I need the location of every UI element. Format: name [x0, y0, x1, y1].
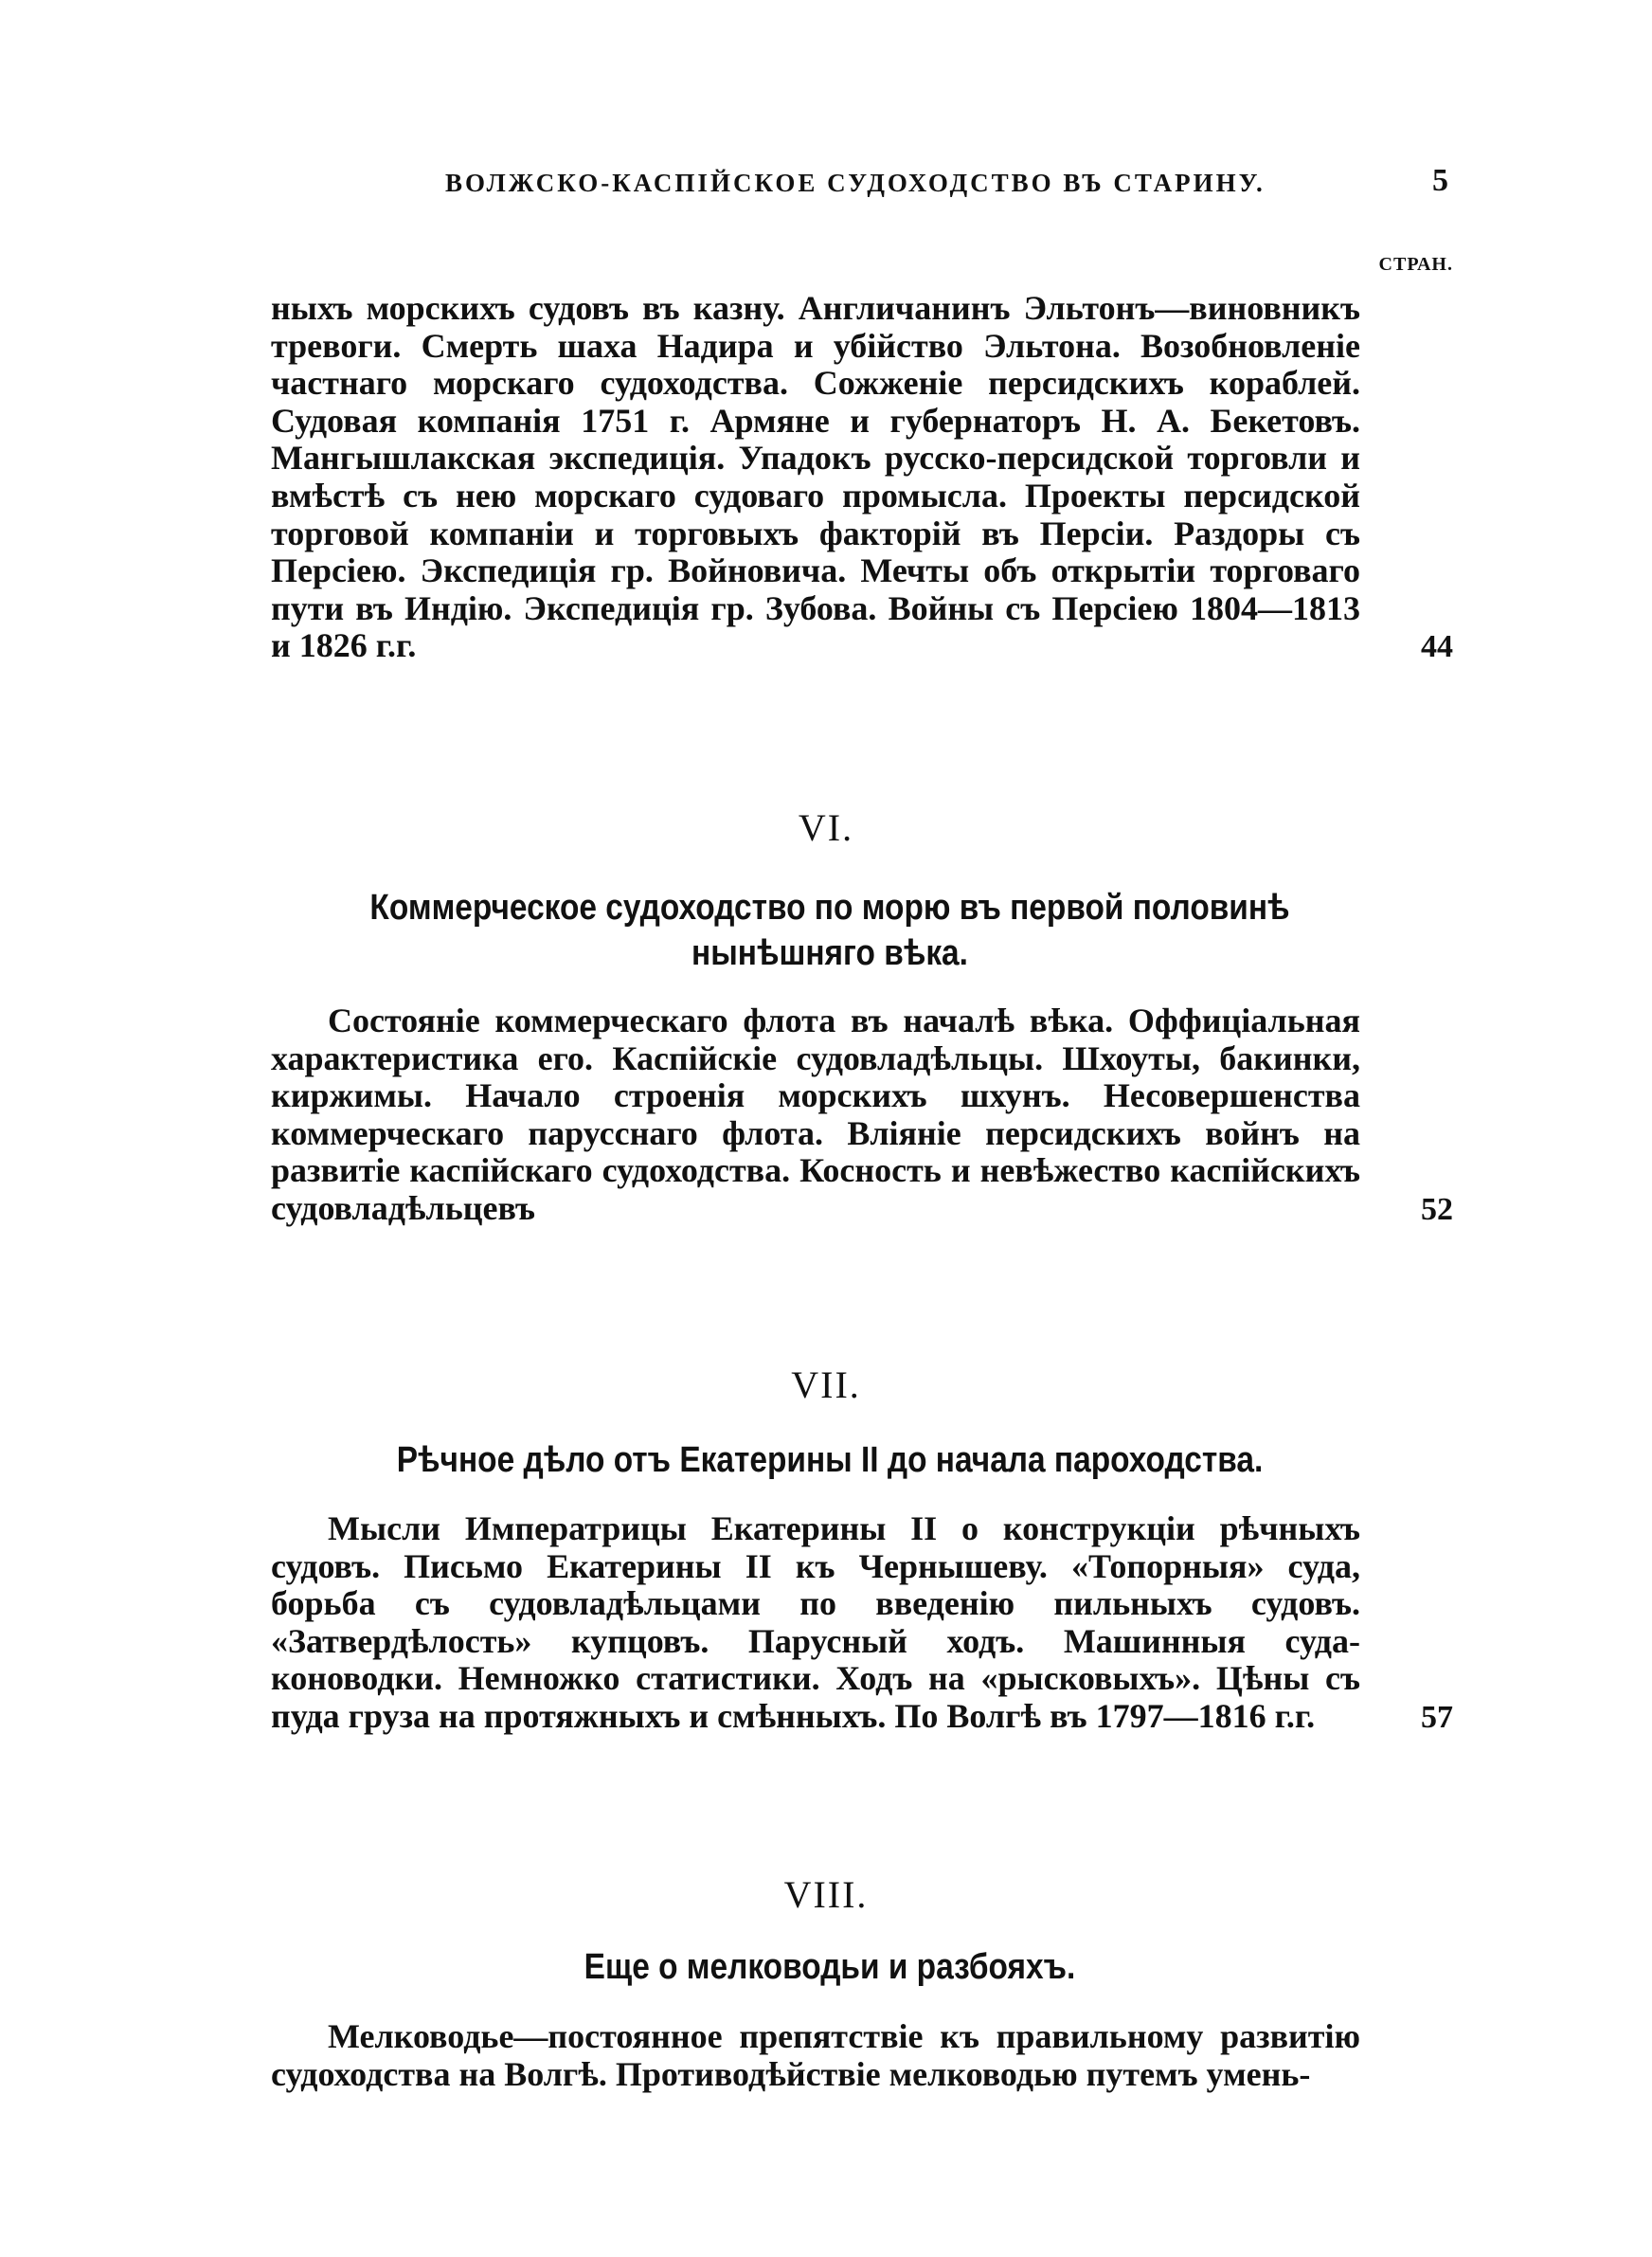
chapter-6-title: Коммерческое судоходство по морю въ первой половинѣ нынѣшняго вѣка.	[369, 888, 1290, 973]
chapter-7-title: Рѣчное дѣло отъ Екатерины II до начала пароходства.	[396, 1440, 1264, 1480]
chapter-6-summary: Состояніе коммерческаго флота въ началѣ вѣка. Оффиціальная характеристика его. Каспійскіе судовладѣльцы. Шхоуты, бакинки, киржимы. Начало строенія морскихъ шхунъ. Несовершенства коммерческаго парусснаго флота. Вліяніе персидскихъ войнъ на развитіе каспійскаго судоходства. Косность и невѣжество каспійскихъ судовладѣльцевъ	[271, 1002, 1360, 1227]
chapter-8-numeral: VIII.	[783, 1873, 869, 1916]
chapter-7-entry	[271, 1509, 1453, 1736]
chapter-6-numeral: VI.	[798, 806, 854, 849]
chapter-6-entry	[271, 1002, 1453, 1228]
running-title: ВОЛЖСКО-КАСПІЙСКОЕ СУДОХОДСТВО ВЪ СТАРИНУ.	[445, 169, 1266, 197]
chapter-7-summary: Мысли Императрицы Екатерины II о конструкціи рѣчныхъ судовъ. Письмо Екатерины II къ Чернышеву. «Топорныя» суда, борьба съ судовладѣльцами по введенію пильныхъ судовъ. «Затвердѣлость» купцовъ. Парусный ходъ. Машинныя суда-коноводки. Немножко статистики. Ходъ на «рысковыхъ». Цѣны съ пуда груза на протяжныхъ и смѣнныхъ. По Волгѣ въ 1797—1816 г.г.	[271, 1509, 1360, 1735]
chapter-6-page-ref: 52	[1421, 1191, 1453, 1227]
chapter-8-summary: Мелководье—постоянное препятствіе къ правильному развитію судоходства на Волгѣ. Противодѣйствіе мелководью путемъ умень-	[271, 2017, 1360, 2093]
chapter-5-page-ref: 44	[1421, 628, 1453, 664]
chapter-7-numeral: VII.	[791, 1363, 861, 1406]
chapter-7-page-ref: 57	[1421, 1699, 1453, 1735]
page-column-label: СТРАН.	[1378, 254, 1453, 275]
chapter-8-title: Еще о мелководьи и разбояхъ.	[584, 1947, 1076, 1987]
chapter-8-entry	[271, 2018, 1360, 2093]
page-number: 5	[1432, 163, 1448, 198]
chapter-5-summary: ныхъ морскихъ судовъ въ казну. Англичанинъ Эльтонъ—виновникъ тревоги. Смерть шаха Надира и убійство Эльтона. Возобновленіе частнаго морскаго судоходства. Сожженіе персидскихъ кораблей. Судовая компанія 1751 г. Армяне и губернаторъ Н. А. Бекетовъ. Мангышлакская экспедиція. Упадокъ русско-персидской торговли и вмѣстѣ съ нею морскаго судоваго промысла. Проекты персидской торговой компаніи и торговыхъ факторій въ Персіи. Раздоры съ Персіею. Экспедиція гр. Войновича. Мечты объ открытіи торговаго пути въ Индію. Экспедиція гр. Зубова. Войны съ Персіею 1804—1813 и 1826 г.г.	[271, 289, 1360, 665]
chapter-5-entry	[271, 289, 1453, 665]
